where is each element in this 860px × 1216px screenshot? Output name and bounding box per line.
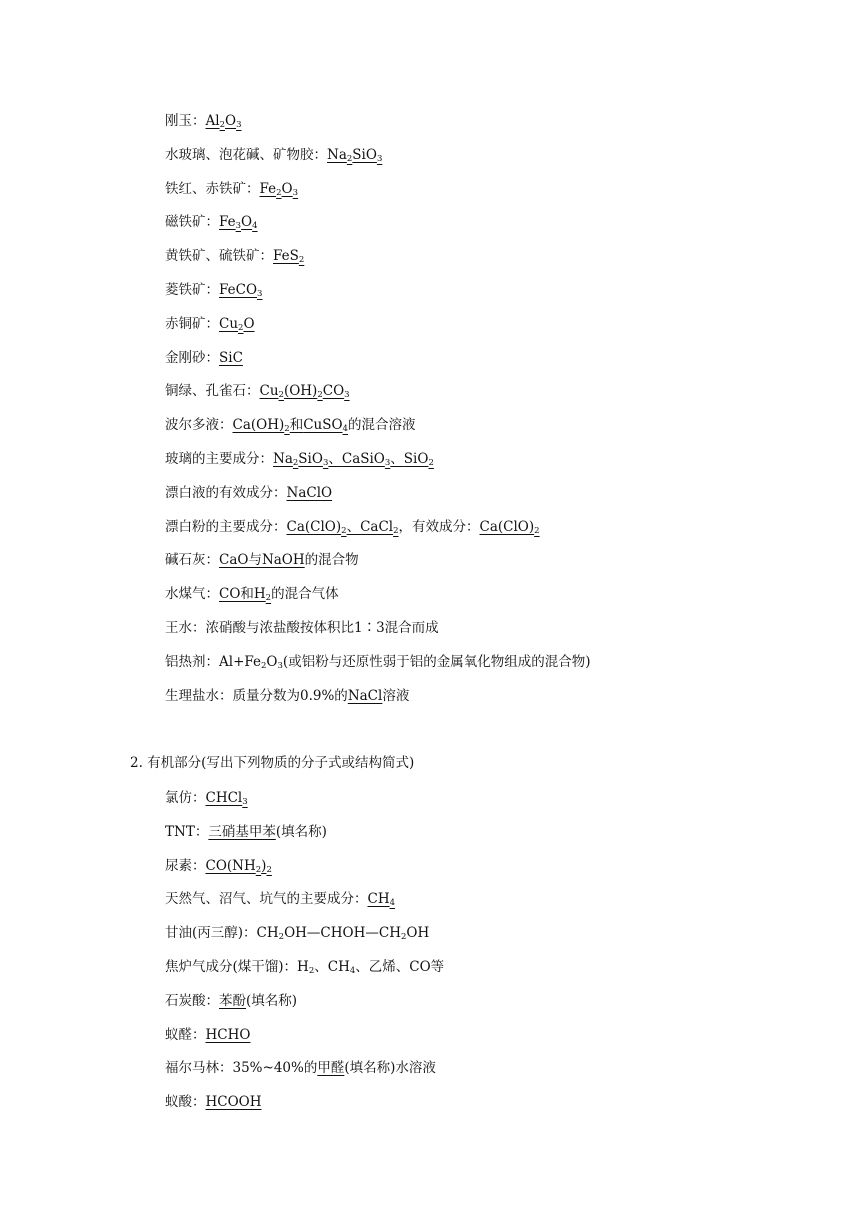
answer-text: Cu <box>219 315 239 332</box>
answer-text: 35%~40%的 <box>232 1060 318 1077</box>
entry-line <box>165 856 272 876</box>
entry-answer <box>219 552 359 568</box>
answer-text: CHCl <box>205 790 243 806</box>
entry-label: 波尔多液： <box>165 417 233 434</box>
answer-text: O <box>225 113 237 129</box>
subscript: 2 <box>284 424 290 435</box>
entry-line <box>165 1025 250 1045</box>
entry-line <box>165 111 242 131</box>
entry-line <box>165 991 297 1011</box>
subscript: 2 <box>278 932 285 943</box>
entry-line <box>165 1058 436 1078</box>
entry-answer <box>208 824 327 840</box>
entry-line <box>165 314 255 334</box>
entry-line <box>165 415 415 435</box>
entry-label: 水玻璃、泡花碱、矿物胶： <box>165 146 327 163</box>
answer-text: SiO <box>298 451 323 467</box>
answer-text: 、乙烯、CO等 <box>355 959 445 975</box>
answer-text: 三硝基甲苯 <box>208 823 276 840</box>
entry-answer <box>273 451 434 467</box>
answer-text: ，有效成分： <box>398 518 480 535</box>
answer-text: CH <box>367 891 390 908</box>
entry-label: 蚁醛： <box>165 1026 206 1043</box>
answer-text: 质量分数为0.9%的 <box>232 687 348 704</box>
entry-answer <box>233 417 416 433</box>
entry-line <box>165 652 590 672</box>
subscript: 2 <box>308 966 315 976</box>
entry-line <box>165 145 382 165</box>
answer-text: O <box>281 180 293 197</box>
entry-label: 铁红、赤铁矿： <box>165 180 260 197</box>
entry-answer <box>273 248 304 264</box>
subscript: 2 <box>428 458 434 468</box>
subscript: 3 <box>235 221 242 232</box>
answer-text: Na <box>273 451 293 467</box>
answer-text: O <box>241 214 253 231</box>
subscript: 2 <box>261 660 267 671</box>
entry-answer <box>219 586 339 602</box>
entry-line <box>165 957 444 977</box>
answer-text: 浓硝酸与浓盐酸按体积比1∶3混合而成 <box>205 620 439 636</box>
answer-text: NaCl <box>347 687 383 704</box>
subscript: 2 <box>534 525 540 536</box>
answer-text: CO和H <box>219 586 266 603</box>
entry-label: 氯仿： <box>165 790 206 806</box>
entry-label: 尿素： <box>165 857 206 874</box>
answer-text: 溶液 <box>382 687 410 704</box>
answer-text: CaO与NaOH <box>219 552 305 569</box>
entry-label: 焦炉气成分(煤干馏)： <box>165 959 298 975</box>
subscript: 4 <box>342 424 348 435</box>
answer-text: O <box>266 653 278 670</box>
entry-line <box>165 1092 262 1112</box>
entry-answer <box>287 519 540 535</box>
answer-text: O <box>243 315 255 332</box>
subscript: 2 <box>346 153 353 164</box>
entry-line <box>165 449 434 469</box>
entry-answer <box>219 993 297 1009</box>
answer-text: 甲醛 <box>317 1060 345 1077</box>
entry-answer <box>206 790 248 806</box>
entry-line <box>165 923 429 943</box>
subscript: 2 <box>278 390 284 401</box>
entry-answer <box>260 383 350 399</box>
answer-text: OH—CHOH—CH <box>284 925 401 942</box>
subscript: 2 <box>400 932 407 943</box>
entry-label: 天然气、沼气、坑气的主要成分： <box>165 891 368 908</box>
answer-text: CO <box>322 383 345 400</box>
answer-text: CaCl <box>360 518 394 535</box>
answer-text: CH <box>256 925 279 942</box>
entry-label: 王水： <box>165 620 206 636</box>
section-heading-organic: 2. 有机部分(写出下列物质的分子式或结构简式) <box>130 755 415 771</box>
subscript: 3 <box>322 458 329 468</box>
entry-label: 铝热剂： <box>165 653 219 670</box>
entry-line <box>165 517 540 537</box>
answer-text: HCHO <box>205 1026 251 1043</box>
subscript: 2 <box>266 864 272 875</box>
entry-answer <box>219 282 262 298</box>
entry-label: 玻璃的主要成分： <box>165 451 273 467</box>
entry-label: 水煤气： <box>165 586 219 603</box>
subscript: 3 <box>344 390 350 401</box>
entry-line <box>165 822 327 842</box>
entry-line <box>165 550 359 570</box>
answer-text: (填名称) <box>246 992 298 1009</box>
answer-text: ) <box>261 857 267 874</box>
answer-text: HCOOH <box>205 1094 262 1111</box>
answer-text: Na <box>327 146 347 163</box>
entry-label: 福尔马林： <box>165 1060 233 1077</box>
answer-text: 、CH <box>314 959 350 975</box>
subscript: 2 <box>255 864 262 875</box>
answer-text: Ca(ClO) <box>286 518 342 535</box>
subscript: 2 <box>292 458 299 468</box>
entry-line <box>165 212 258 232</box>
answer-text: CuSO <box>303 417 343 434</box>
entry-line <box>165 280 262 300</box>
subscript: 4 <box>252 221 258 232</box>
entry-label: 漂白液的有效成分： <box>165 484 287 501</box>
answer-text: FeCO <box>219 282 258 298</box>
answer-text: 的混合物 <box>304 552 359 569</box>
entry-line <box>165 618 439 638</box>
subscript: 2 <box>265 593 272 604</box>
answer-text: (填名称)水溶液 <box>344 1060 436 1077</box>
subscript: 3 <box>376 153 383 164</box>
entry-label: 石炭酸： <box>165 992 219 1009</box>
answer-text: 苯酚 <box>219 992 246 1009</box>
answer-text: Cu <box>259 383 279 400</box>
answer-text: Fe <box>259 180 277 197</box>
entry-label: 金刚砂： <box>165 349 219 366</box>
entry-answer <box>206 1027 251 1043</box>
entry-answer <box>206 1094 262 1110</box>
subscript: 2 <box>298 255 305 266</box>
entry-line <box>165 483 332 503</box>
answer-text: H <box>297 959 309 975</box>
entry-line <box>165 889 395 909</box>
entry-answer <box>257 925 430 941</box>
subscript: 2 <box>276 187 282 198</box>
subscript: 3 <box>257 289 263 299</box>
answer-text: 、 <box>346 518 361 535</box>
entry-label: 生理盐水： <box>165 687 233 704</box>
answer-text: NaClO <box>286 484 333 501</box>
subscript: 3 <box>236 120 242 130</box>
entry-label: 铜绿、孔雀石： <box>165 383 260 400</box>
entry-answer <box>297 959 444 975</box>
subscript: 4 <box>389 898 396 909</box>
answer-text: OH <box>406 925 430 942</box>
entry-line <box>165 348 243 368</box>
answer-text: 和 <box>289 417 304 434</box>
entry-answer <box>206 858 272 874</box>
subscript: 2 <box>317 390 323 401</box>
answer-text: CaSiO <box>341 451 385 467</box>
entry-answer <box>368 891 396 907</box>
entry-label: 甘油(丙三醇)： <box>165 925 257 942</box>
entry-label: 碱石灰： <box>165 552 219 569</box>
subscript: 3 <box>384 458 391 468</box>
answer-text: Ca(ClO) <box>479 518 535 535</box>
entry-line <box>165 179 298 199</box>
entry-answer <box>233 1060 436 1076</box>
entry-label: 漂白粉的主要成分： <box>165 518 287 535</box>
answer-text: (填名称) <box>275 823 327 840</box>
answer-text: (OH) <box>283 383 318 400</box>
subscript: 3 <box>292 187 299 198</box>
answer-text: 的混合气体 <box>271 586 339 603</box>
answer-text: Ca(OH) <box>232 417 285 434</box>
entry-label: TNT： <box>165 823 209 840</box>
entry-answer <box>260 181 299 197</box>
entry-line <box>165 381 350 401</box>
entry-line <box>165 584 339 604</box>
answer-text: Al <box>205 113 220 129</box>
entry-line <box>165 788 248 808</box>
entry-answer <box>233 688 410 704</box>
entry-answer <box>287 485 333 501</box>
subscript: 2 <box>219 120 225 130</box>
entry-line <box>165 686 409 706</box>
answer-text: CO(NH <box>205 857 256 874</box>
entry-answer <box>327 147 382 163</box>
answer-text: 、 <box>390 451 404 467</box>
subscript: 2 <box>393 525 399 536</box>
entry-line <box>165 246 304 266</box>
entry-answer <box>206 620 439 636</box>
entry-answer <box>219 316 255 332</box>
answer-text: SiO <box>403 451 429 467</box>
answer-text: Fe <box>219 214 236 231</box>
answer-text: SiO <box>352 146 377 163</box>
entry-answer <box>219 654 590 670</box>
entry-label: 刚玉： <box>165 113 206 129</box>
entry-label: 赤铜矿： <box>165 315 219 332</box>
entry-label: 磁铁矿： <box>165 214 219 231</box>
answer-text: (或铝粉与还原性弱于铝的金属氧化物组成的混合物) <box>282 653 591 670</box>
entry-answer <box>219 214 258 230</box>
answer-text: 、 <box>328 451 342 467</box>
subscript: 3 <box>277 660 283 671</box>
subscript: 2 <box>238 322 244 333</box>
entry-answer <box>206 113 242 129</box>
answer-text: SiC <box>219 349 243 366</box>
entry-label: 蚁酸： <box>165 1094 206 1111</box>
answer-text: FeS <box>273 248 299 265</box>
entry-label: 黄铁矿、硫铁矿： <box>165 248 273 265</box>
subscript: 3 <box>242 797 248 807</box>
subscript: 2 <box>341 525 347 536</box>
answer-text: 的混合溶液 <box>347 417 416 434</box>
entry-label: 菱铁矿： <box>165 282 219 298</box>
entry-answer <box>219 350 243 366</box>
subscript: 4 <box>349 966 356 976</box>
answer-text: Al+Fe <box>219 653 261 670</box>
